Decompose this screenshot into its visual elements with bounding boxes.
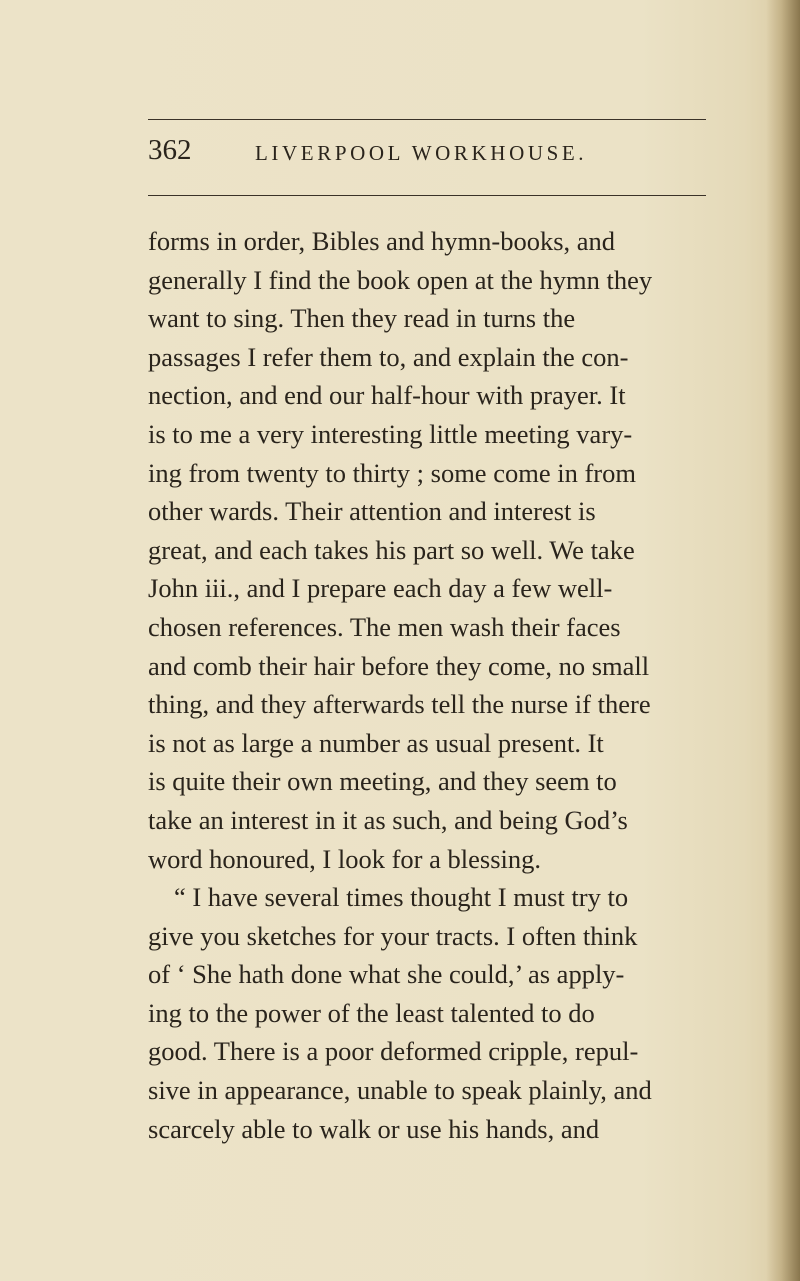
page-edge-shadow [766, 0, 800, 1281]
header-rule-top [148, 119, 706, 120]
text-line: chosen references. The men wash their faces [148, 611, 621, 642]
text-line: is to me a very interesting little meeting vary- [148, 418, 633, 449]
text-line: is not as large a number as usual present. It [148, 727, 604, 758]
text-line: generally I find the book open at the hymn they [148, 264, 653, 295]
text-line: want to sing. Then they read in turns the [148, 303, 576, 334]
text-line: good. There is a poor deformed cripple, repul- [148, 1036, 639, 1067]
text-line: nection, and end our half-hour with prayer. It [148, 380, 626, 411]
text-line-paragraph-start: “ I have several times thought I must try to [174, 882, 629, 913]
text-line: and comb their hair before they come, no small [148, 650, 650, 681]
text-line: other wards. Their attention and interest is [148, 496, 596, 527]
text-line: thing, and they afterwards tell the nurse if there [148, 689, 651, 720]
text-line: of ‘ She hath done what she could,’ as apply- [148, 959, 625, 990]
text-line: give you sketches for your tracts. I often think [148, 920, 638, 951]
text-line: John iii., and I prepare each day a few well- [148, 573, 613, 604]
running-head [148, 132, 708, 172]
text-line: ing to the power of the least talented to do [148, 997, 595, 1028]
text-line: great, and each takes his part so well. We take [148, 534, 635, 565]
text-line: forms in order, Bibles and hymn-books, and [148, 226, 616, 256]
running-title: LIVERPOOL WORKHOUSE. [255, 141, 588, 165]
page-number: 362 [148, 134, 192, 166]
text-line: sive in appearance, unable to speak plainly, and [148, 1075, 652, 1106]
text-line: scarcely able to walk or use his hands, and [148, 1113, 600, 1144]
text-line: word honoured, I look for a blessing. [148, 843, 542, 874]
text-line: passages I refer them to, and explain the con- [148, 341, 629, 372]
body-text [148, 222, 720, 1148]
text-line: ing from twenty to thirty ; some come in from [148, 457, 636, 488]
header-rule-bottom [148, 195, 706, 196]
text-line: is quite their own meeting, and they seem to [148, 766, 617, 797]
text-line: take an interest in it as such, and being God’s [148, 804, 628, 835]
